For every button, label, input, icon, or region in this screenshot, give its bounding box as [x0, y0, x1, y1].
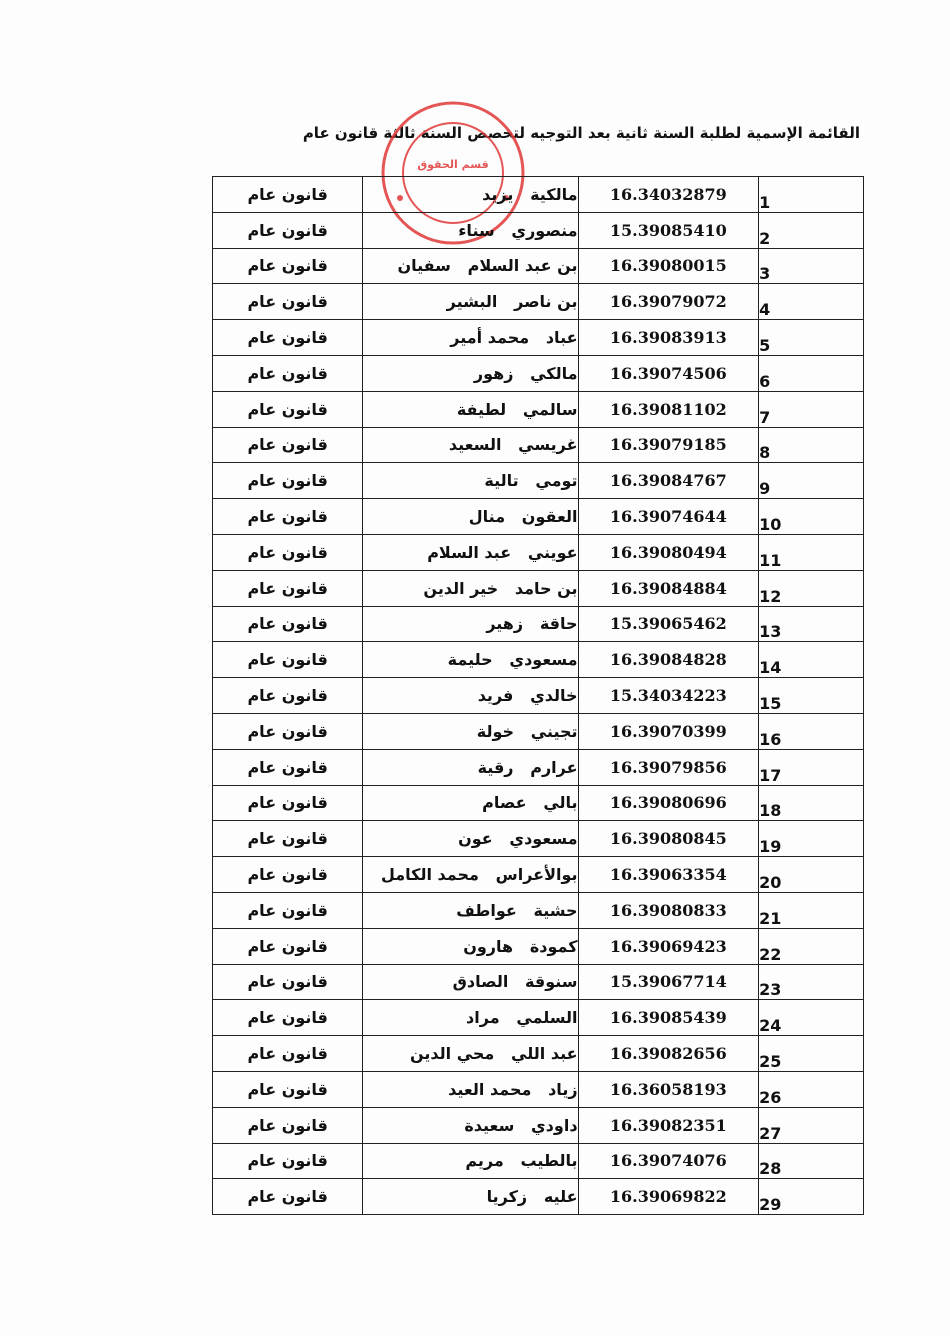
student-specialty-cell — [213, 892, 363, 928]
student-id-cell — [578, 785, 759, 821]
row-index-cell — [759, 499, 864, 535]
row-index-cell — [759, 1143, 864, 1179]
student-name-cell — [363, 499, 578, 535]
table-row — [213, 284, 864, 320]
table-row — [213, 570, 864, 606]
student-id: 16.39079856 — [609, 757, 727, 777]
student-name-cell — [363, 892, 578, 928]
student-specialty: قانون عام — [247, 220, 328, 240]
student-id-cell — [578, 320, 759, 356]
row-index: 20 — [759, 872, 782, 892]
row-index: 15 — [759, 693, 782, 713]
student-name: زياد محمد العيد — [448, 1079, 578, 1099]
student-id-cell — [578, 857, 759, 893]
student-name: سالمي لطيفة — [456, 399, 578, 419]
student-table-body — [213, 177, 864, 1215]
student-name: عرارم رقية — [477, 757, 578, 777]
student-specialty-cell — [213, 678, 363, 714]
student-name: مالكي زهور — [473, 363, 578, 383]
student-specialty-cell — [213, 713, 363, 749]
student-name: بن ناصر البشير — [446, 292, 578, 312]
student-specialty-cell — [213, 320, 363, 356]
student-id: 15.39085410 — [609, 220, 727, 240]
student-specialty: قانون عام — [247, 363, 328, 383]
row-index-cell — [759, 749, 864, 785]
student-id-cell — [578, 749, 759, 785]
row-index-cell — [759, 1036, 864, 1072]
row-index-cell — [759, 713, 864, 749]
student-specialty-cell — [213, 928, 363, 964]
student-name: مالكية يزيد — [482, 184, 578, 204]
row-index: 10 — [759, 514, 782, 534]
student-specialty-cell — [213, 391, 363, 427]
student-id-cell — [578, 284, 759, 320]
student-id: 16.39079185 — [609, 435, 727, 455]
student-id: 16.39084884 — [609, 578, 727, 598]
table-row — [213, 785, 864, 821]
student-name-cell — [363, 821, 578, 857]
student-specialty: قانون عام — [247, 1079, 328, 1099]
row-index: 22 — [759, 944, 782, 964]
student-name-cell — [363, 1179, 578, 1215]
student-specialty-cell — [213, 427, 363, 463]
student-id: 16.39085439 — [609, 1008, 727, 1028]
student-id-cell — [578, 499, 759, 535]
row-index-cell — [759, 427, 864, 463]
student-id: 16.39063354 — [609, 865, 727, 885]
student-specialty-cell — [213, 499, 363, 535]
row-index-cell — [759, 177, 864, 213]
student-specialty-cell — [213, 248, 363, 284]
student-name-cell — [363, 570, 578, 606]
student-specialty: قانون عام — [247, 1008, 328, 1028]
student-id: 16.39074644 — [609, 507, 727, 527]
stamp-label: قسم الحقوق — [417, 158, 489, 171]
student-id: 16.39080845 — [609, 829, 727, 849]
student-specialty: قانون عام — [247, 757, 328, 777]
student-id: 16.39074076 — [609, 1151, 727, 1171]
student-specialty-cell — [213, 785, 363, 821]
student-specialty: قانون عام — [247, 435, 328, 455]
student-specialty-cell — [213, 857, 363, 893]
table-row — [213, 1107, 864, 1143]
row-index-cell — [759, 534, 864, 570]
student-specialty: قانون عام — [247, 292, 328, 312]
student-id-cell — [578, 892, 759, 928]
student-name: عبد اللي محي الدين — [410, 1044, 578, 1064]
student-name: خالدي فريد — [477, 686, 578, 706]
row-index: 19 — [759, 837, 782, 857]
student-specialty-cell — [213, 1179, 363, 1215]
student-name-cell — [363, 964, 578, 1000]
row-index: 6 — [759, 371, 771, 391]
student-id: 16.39069822 — [609, 1187, 727, 1207]
student-id-cell — [578, 1036, 759, 1072]
student-specialty-cell — [213, 642, 363, 678]
student-id: 16.39079072 — [609, 292, 727, 312]
row-index-cell — [759, 606, 864, 642]
student-name: تومي تالية — [484, 471, 578, 491]
row-index-cell — [759, 284, 864, 320]
student-specialty-cell — [213, 964, 363, 1000]
student-id: 16.36058193 — [609, 1079, 727, 1099]
student-id: 16.39069423 — [609, 936, 727, 956]
student-specialty: قانون عام — [247, 865, 328, 885]
table-row — [213, 892, 864, 928]
student-specialty-cell — [213, 1107, 363, 1143]
student-name-cell — [363, 678, 578, 714]
student-specialty: قانون عام — [247, 1115, 328, 1135]
row-index: 9 — [759, 479, 771, 499]
student-name: سنوقة الصادق — [452, 972, 578, 992]
student-specialty: قانون عام — [247, 328, 328, 348]
student-id: 15.39067714 — [609, 972, 727, 992]
student-id-cell — [578, 570, 759, 606]
student-name-cell — [363, 355, 578, 391]
student-specialty-cell — [213, 1143, 363, 1179]
table-row — [213, 1000, 864, 1036]
row-index: 25 — [759, 1051, 782, 1071]
table-row — [213, 678, 864, 714]
student-id-cell — [578, 177, 759, 213]
table-row — [213, 1143, 864, 1179]
student-id: 16.39080015 — [609, 256, 727, 276]
table-row — [213, 212, 864, 248]
row-index-cell — [759, 391, 864, 427]
table-row — [213, 964, 864, 1000]
table-row — [213, 534, 864, 570]
student-id-cell — [578, 212, 759, 248]
student-id-cell — [578, 463, 759, 499]
row-index: 1 — [759, 192, 771, 212]
student-name-cell — [363, 785, 578, 821]
student-specialty-cell — [213, 821, 363, 857]
student-name-cell — [363, 212, 578, 248]
student-id: 16.39082351 — [609, 1115, 727, 1135]
row-index: 3 — [759, 264, 771, 284]
row-index-cell — [759, 1107, 864, 1143]
student-name: غريسي السعيد — [448, 435, 578, 455]
student-specialty: قانون عام — [247, 721, 328, 741]
student-id-cell — [578, 427, 759, 463]
student-id: 16.34032879 — [609, 184, 727, 204]
table-row — [213, 177, 864, 213]
table-row — [213, 1036, 864, 1072]
student-specialty: قانون عام — [247, 686, 328, 706]
student-name: مسعودي عون — [458, 829, 578, 849]
table-row — [213, 1179, 864, 1215]
row-index-cell — [759, 1071, 864, 1107]
student-name-cell — [363, 284, 578, 320]
student-name: السلمي مراد — [466, 1008, 578, 1028]
row-index-cell — [759, 678, 864, 714]
student-specialty: قانون عام — [247, 184, 328, 204]
student-name-cell — [363, 857, 578, 893]
student-name-cell — [363, 320, 578, 356]
row-index-cell — [759, 248, 864, 284]
student-id: 15.34034223 — [609, 686, 727, 706]
student-specialty: قانون عام — [247, 1044, 328, 1064]
table-row — [213, 606, 864, 642]
student-id-cell — [578, 928, 759, 964]
student-name: بالطيب مريم — [465, 1151, 578, 1171]
student-name: العقون منال — [468, 507, 578, 527]
row-index: 21 — [759, 908, 782, 928]
table-row — [213, 427, 864, 463]
student-id: 16.39080696 — [609, 793, 727, 813]
row-index-cell — [759, 964, 864, 1000]
student-id-cell — [578, 964, 759, 1000]
student-name: بوالأعراس محمد الكامل — [380, 865, 578, 885]
student-specialty: قانون عام — [247, 507, 328, 527]
student-name: بالي عصام — [482, 793, 578, 813]
student-name-cell — [363, 1071, 578, 1107]
student-name: عليه زكريا — [486, 1187, 578, 1207]
student-specialty-cell — [213, 212, 363, 248]
student-specialty-cell — [213, 355, 363, 391]
student-specialty: قانون عام — [247, 399, 328, 419]
row-index-cell — [759, 212, 864, 248]
student-name-cell — [363, 463, 578, 499]
student-name: حشية عواطف — [456, 900, 578, 920]
row-index: 23 — [759, 980, 782, 1000]
student-name-cell — [363, 534, 578, 570]
student-name: حاقة زهير — [486, 614, 578, 634]
student-name-cell — [363, 1000, 578, 1036]
row-index: 27 — [759, 1123, 782, 1143]
student-specialty: قانون عام — [247, 1151, 328, 1171]
student-specialty-cell — [213, 1000, 363, 1036]
student-name-cell — [363, 1036, 578, 1072]
row-index: 28 — [759, 1159, 782, 1179]
student-specialty: قانون عام — [247, 829, 328, 849]
row-index-cell — [759, 1000, 864, 1036]
table-row — [213, 642, 864, 678]
student-specialty-cell — [213, 1071, 363, 1107]
table-row — [213, 320, 864, 356]
row-index: 12 — [759, 586, 782, 606]
student-id-cell — [578, 391, 759, 427]
student-specialty-cell — [213, 284, 363, 320]
student-specialty: قانون عام — [247, 578, 328, 598]
row-index-cell — [759, 642, 864, 678]
table-row — [213, 1071, 864, 1107]
table-row — [213, 248, 864, 284]
student-name: عباد محمد أمير — [450, 328, 578, 348]
student-id-cell — [578, 821, 759, 857]
row-index-cell — [759, 892, 864, 928]
student-name: بن عبد السلام سفيان — [397, 256, 578, 276]
student-name-cell — [363, 427, 578, 463]
row-index-cell — [759, 857, 864, 893]
student-specialty: قانون عام — [247, 256, 328, 276]
row-index: 26 — [759, 1087, 782, 1107]
student-id-cell — [578, 713, 759, 749]
student-specialty: قانون عام — [247, 471, 328, 491]
student-specialty: قانون عام — [247, 1187, 328, 1207]
student-id-cell — [578, 248, 759, 284]
student-specialty-cell — [213, 606, 363, 642]
table-row — [213, 463, 864, 499]
student-id: 15.39065462 — [609, 614, 727, 634]
row-index: 11 — [759, 550, 782, 570]
student-specialty-cell — [213, 534, 363, 570]
table-row — [213, 928, 864, 964]
student-id: 16.39084767 — [609, 471, 727, 491]
table-row — [213, 857, 864, 893]
table-row — [213, 749, 864, 785]
student-id-cell — [578, 534, 759, 570]
student-id-cell — [578, 1179, 759, 1215]
row-index-cell — [759, 570, 864, 606]
row-index-cell — [759, 928, 864, 964]
student-name-cell — [363, 248, 578, 284]
student-name-cell — [363, 713, 578, 749]
row-index-cell — [759, 463, 864, 499]
table-row — [213, 713, 864, 749]
table-row — [213, 499, 864, 535]
row-index: 7 — [759, 407, 771, 427]
student-id: 16.39082656 — [609, 1044, 727, 1064]
student-specialty: قانون عام — [247, 972, 328, 992]
row-index: 5 — [759, 335, 771, 355]
student-id: 16.39074506 — [609, 363, 727, 383]
student-name: تجيني خولة — [476, 721, 578, 741]
student-specialty-cell — [213, 570, 363, 606]
student-id-cell — [578, 1000, 759, 1036]
student-list-table — [212, 176, 864, 1215]
table-row — [213, 821, 864, 857]
student-specialty: قانون عام — [247, 900, 328, 920]
student-specialty: قانون عام — [247, 793, 328, 813]
row-index: 24 — [759, 1016, 782, 1036]
student-specialty-cell — [213, 463, 363, 499]
student-name: داودي سعيدة — [464, 1115, 578, 1135]
student-name-cell — [363, 1107, 578, 1143]
student-name-cell — [363, 177, 578, 213]
row-index: 17 — [759, 765, 782, 785]
student-id: 16.39080833 — [609, 900, 727, 920]
row-index: 18 — [759, 801, 782, 821]
row-index-cell — [759, 1179, 864, 1215]
student-specialty-cell — [213, 177, 363, 213]
row-index: 4 — [759, 300, 771, 320]
student-id-cell — [578, 1107, 759, 1143]
student-name-cell — [363, 391, 578, 427]
student-id: 16.39080494 — [609, 542, 727, 562]
student-name-cell — [363, 1143, 578, 1179]
student-id: 16.39084828 — [609, 650, 727, 670]
student-name: مسعودي حليمة — [447, 650, 578, 670]
row-index: 16 — [759, 729, 782, 749]
student-name: كمودة هارون — [463, 936, 578, 956]
student-name: بن حامد خير الدين — [423, 578, 578, 598]
row-index-cell — [759, 355, 864, 391]
row-index-cell — [759, 821, 864, 857]
row-index: 14 — [759, 658, 782, 678]
row-index-cell — [759, 785, 864, 821]
row-index-cell — [759, 320, 864, 356]
student-name-cell — [363, 749, 578, 785]
student-id-cell — [578, 642, 759, 678]
student-id: 16.39083913 — [609, 328, 727, 348]
student-name: منصوري سناء — [458, 220, 578, 240]
student-specialty: قانون عام — [247, 614, 328, 634]
student-name-cell — [363, 928, 578, 964]
student-id-cell — [578, 1071, 759, 1107]
row-index: 13 — [759, 622, 782, 642]
student-specialty: قانون عام — [247, 542, 328, 562]
table-row — [213, 355, 864, 391]
document-title: القائمة الإسمية لطلبة السنة ثانية بعد التوجيه لتخصص السنة ثالثة قانون عام — [302, 124, 860, 142]
student-specialty: قانون عام — [247, 650, 328, 670]
student-id: 16.39081102 — [609, 399, 727, 419]
student-name: عويني عبد السلام — [427, 542, 578, 562]
student-name-cell — [363, 606, 578, 642]
student-id: 16.39070399 — [609, 721, 727, 741]
student-id-cell — [578, 355, 759, 391]
student-specialty-cell — [213, 1036, 363, 1072]
student-id-cell — [578, 1143, 759, 1179]
student-specialty: قانون عام — [247, 936, 328, 956]
table-row — [213, 391, 864, 427]
student-name-cell — [363, 642, 578, 678]
row-index: 29 — [759, 1195, 782, 1215]
row-index: 2 — [759, 228, 771, 248]
student-id-cell — [578, 606, 759, 642]
row-index: 8 — [759, 443, 771, 463]
student-id-cell — [578, 678, 759, 714]
student-specialty-cell — [213, 749, 363, 785]
